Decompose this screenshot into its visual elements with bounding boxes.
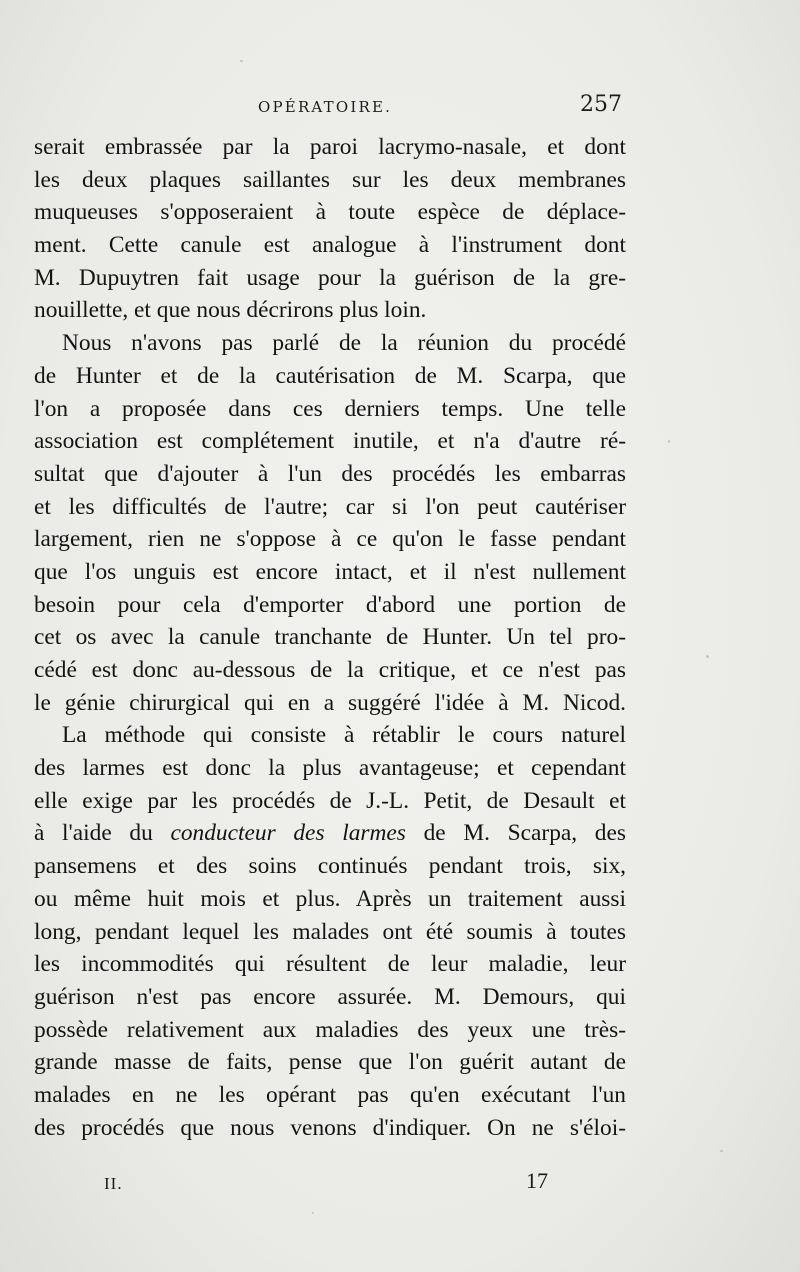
text-line: les incommodités qui résultent de leur maladie, leur xyxy=(34,951,626,978)
text-line: de Hunter et de la cautérisation de M. Scarpa, que xyxy=(34,362,626,389)
paragraph-1 xyxy=(34,131,626,327)
text-line: grande masse de faits, pense que l'on guérit autant de xyxy=(34,1049,626,1076)
text-line: serait embrassée par la paroi lacrymo-nasale, et dont xyxy=(34,134,626,160)
text-line: elle exige par les procédés de J.-L. Petit, de Desault et xyxy=(34,787,626,814)
text-line: association est complétement inutile, et n'a d'autre ré- xyxy=(34,428,626,455)
running-title: OPÉRATOIRE. xyxy=(258,98,393,116)
text-line: des larmes est donc la plus avantageuse; et cependant xyxy=(34,755,626,782)
italic-term: conducteur des larmes xyxy=(170,820,406,847)
text-line: des procédés que nous venons d'indiquer. On ne s'éloi- xyxy=(34,1114,626,1141)
text-line: pansemens et des soins continués pendant trois, six, xyxy=(34,853,626,880)
paper-speck xyxy=(706,655,709,658)
paper-speck xyxy=(240,60,243,62)
paragraph-3 xyxy=(34,719,626,1144)
text-line: que l'os unguis est encore intact, et il n'est nullement xyxy=(34,558,626,585)
signature-mark: II. xyxy=(104,1174,123,1193)
page-header xyxy=(0,92,800,122)
sheet-number: 17 xyxy=(526,1168,548,1193)
text-line: guérison n'est pas encore assurée. M. Demours, qui xyxy=(34,983,626,1010)
text-line xyxy=(34,817,626,850)
page-number: 257 xyxy=(580,92,622,117)
text-line: besoin pour cela d'emporter d'abord une portion de xyxy=(34,591,626,618)
text-line: les deux plaques saillantes sur les deux membranes xyxy=(34,166,626,193)
paragraph-2 xyxy=(34,327,626,719)
text-run: de M. Scarpa, des xyxy=(405,820,626,847)
text-line: long, pendant lequel les malades ont été soumis à toutes xyxy=(34,918,626,945)
paper-speck xyxy=(312,1212,314,1214)
text-line: possède relativement aux maladies des yeux une très- xyxy=(34,1016,626,1043)
text-line: nouillette, et que nous décrirons plus loin. xyxy=(34,297,427,324)
text-run: à l'aide du xyxy=(34,820,171,847)
text-line: cet os avec la canule tranchante de Hunter. Un tel pro- xyxy=(34,624,626,651)
text-line: le génie chirurgical qui en a suggéré l'idée à M. Nicod. xyxy=(34,689,626,716)
paper-speck xyxy=(668,440,670,443)
text-line: l'on a proposée dans ces derniers temps. Une telle xyxy=(34,395,626,422)
text-line: malades en ne les opérant pas qu'en exécutant l'un xyxy=(34,1081,626,1108)
paper-speck xyxy=(720,1150,723,1152)
text-line: sultat que d'ajouter à l'un des procédés les embarras xyxy=(34,460,626,487)
body-text xyxy=(34,131,626,1144)
text-line: ou même huit mois et plus. Après un traitement aussi xyxy=(34,885,626,912)
text-line: et les difficultés de l'autre; car si l'on peut cautériser xyxy=(34,493,626,520)
text-line: La méthode qui consiste à rétablir le cours naturel xyxy=(62,722,626,749)
text-line: cédé est donc au-dessous de la critique, et ce n'est pas xyxy=(34,657,626,683)
text-line: M. Dupuytren fait usage pour la guérison de la gre- xyxy=(34,264,626,291)
text-line: ment. Cette canule est analogue à l'instrument dont xyxy=(34,232,626,259)
text-line: muqueuses s'opposeraient à toute espèce de déplace- xyxy=(34,199,626,226)
text-line: largement, rien ne s'oppose à ce qu'on le fasse pendant xyxy=(34,526,626,553)
text-line: Nous n'avons pas parlé de la réunion du procédé xyxy=(62,330,626,357)
